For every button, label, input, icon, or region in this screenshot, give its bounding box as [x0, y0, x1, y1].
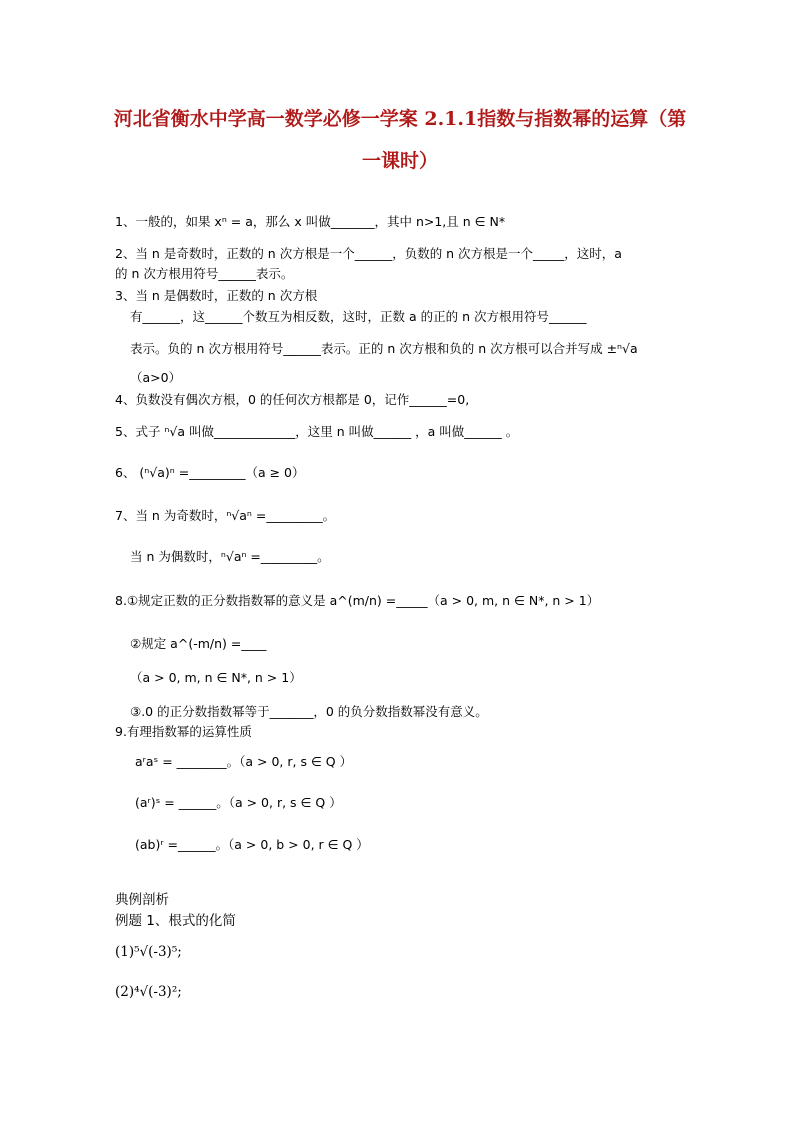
item-3-cont: 有______，这______个数互为相反数，这时，正数 a 的正的 n 次方根用符号______ [130, 309, 587, 324]
item-2: 2、当 n 是奇数时，正数的 n 次方根是一个______，负数的 n 次方根是一个_____，这时，a [115, 246, 622, 261]
page-title-line-2: 一课时） [361, 150, 438, 172]
example-1-q2: (2)⁴√(-3)²; [115, 984, 182, 1000]
item-8-3: ③.0 的正分数指数幂等于_______，0 的负分数指数幂没有意义。 [130, 704, 488, 719]
item-1: 1、一般的，如果 xⁿ = a，那么 x 叫做_______，其中 n>1,且 n ∈ N* [115, 214, 506, 229]
item-7-cont: 当 n 为偶数时，ⁿ√aⁿ =_________。 [130, 549, 330, 564]
item-4: 4、负数没有偶次方根，0 的任何次方根都是 0，记作______=0, [115, 392, 470, 407]
item-6: 6、 (ⁿ√a)ⁿ =_________（a ≥ 0） [115, 465, 305, 480]
item-3-cont2: 表示。负的 n 次方根用符号______表示。正的 n 次方根和负的 n 次方根可以合并写成 ±ⁿ√a [130, 341, 638, 356]
item-9: 9.有理指数幂的运算性质 [115, 724, 252, 739]
item-9-rule-1: aʳaˢ = ________。（a > 0, r, s ∈ Q ） [135, 754, 353, 769]
section-heading: 典例剖析 [115, 892, 169, 908]
item-2-cont: 的 n 次方根用符号______表示。 [115, 266, 294, 281]
item-8-2-cond: （a > 0, m, n ∈ N*, n > 1） [130, 670, 302, 685]
item-7: 7、当 n 为奇数时，ⁿ√aⁿ =_________。 [115, 508, 336, 523]
item-9-rule-2: (aʳ)ˢ = ______。（a > 0, r, s ∈ Q ） [135, 795, 342, 810]
example-1-q1: (1)⁵√(-3)⁵; [115, 944, 182, 960]
item-8-1: 8.①规定正数的正分数指数幂的意义是 a^(m/n) =_____（a > 0, m, n ∈ N*, n > 1） [115, 593, 600, 608]
item-9-rule-3: (ab)ʳ =______。（a > 0, b > 0, r ∈ Q ） [135, 837, 369, 852]
item-8-2: ②规定 a^(-m/n) =____ [130, 636, 267, 651]
item-5: 5、式子 ⁿ√a 叫做_____________，这里 n 叫做______ ，a 叫做______ 。 [115, 424, 519, 439]
item-3: 3、当 n 是偶数时，正数的 n 次方根 [115, 288, 318, 303]
example-1-title: 例题 1、根式的化简 [115, 913, 236, 929]
page-title-line-1: 河北省衡水中学高一数学必修一学案 2.1.1指数与指数幂的运算（第 [113, 108, 687, 130]
item-3-cont3: （a>0） [130, 370, 182, 385]
